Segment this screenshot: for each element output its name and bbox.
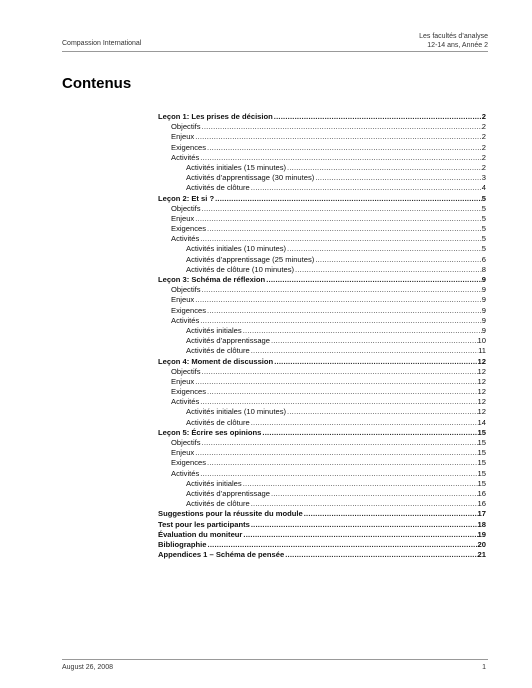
toc-entry-heading[interactable]: [158, 112, 486, 122]
toc-entry-page-number: 15: [477, 438, 486, 447]
toc-entry-section[interactable]: [158, 397, 486, 407]
toc-entry-label: Activités d’apprentissage: [186, 336, 270, 346]
toc-entry-label: Activités initiales (15 minutes): [186, 162, 287, 172]
toc-entry-label: Test pour les participants: [158, 519, 250, 529]
toc-entry-page-number: 5: [481, 203, 486, 213]
toc-entry-label: Activités initiales: [186, 325, 242, 335]
toc-dot-leader: [194, 214, 482, 224]
toc-dot-leader: [286, 407, 478, 417]
table-of-contents: [158, 112, 486, 560]
toc-entry-section[interactable]: [158, 295, 486, 305]
toc-entry-label: Enjeux: [171, 295, 195, 305]
toc-entry-page-number: 9: [481, 295, 486, 305]
toc-dot-leader: [194, 132, 482, 142]
toc-entry-page-number: 9: [481, 275, 486, 284]
toc-dot-leader: [199, 234, 481, 244]
toc-dot-leader: [286, 163, 482, 173]
toc-entry-section[interactable]: [158, 438, 486, 448]
toc-dot-leader: [250, 499, 478, 509]
toc-dot-leader: [199, 397, 477, 407]
toc-entry-label: Objectifs: [171, 366, 201, 376]
toc-dot-leader: [194, 295, 482, 305]
toc-entry-page-number: 12: [477, 407, 486, 417]
toc-entry-subsection[interactable]: [158, 173, 486, 183]
toc-entry-label: Activités de clôture (10 minutes): [186, 264, 295, 274]
toc-entry-page-number: 2: [481, 142, 486, 152]
toc-entry-subsection[interactable]: [158, 407, 486, 417]
toc-entry-section[interactable]: [158, 377, 486, 387]
toc-entry-subsection[interactable]: [158, 499, 486, 509]
toc-entry-label: Activités: [171, 315, 200, 325]
toc-entry-heading[interactable]: [158, 275, 486, 285]
toc-dot-leader: [303, 509, 478, 519]
toc-dot-leader: [194, 377, 477, 387]
toc-entry-page-number: 20: [477, 539, 486, 549]
toc-entry-subsection[interactable]: [158, 336, 486, 346]
toc-dot-leader: [284, 550, 477, 560]
toc-dot-leader: [242, 479, 478, 489]
toc-entry-page-number: 18: [477, 519, 486, 529]
toc-entry-page-number: 5: [481, 244, 486, 254]
toc-dot-leader: [294, 265, 482, 275]
toc-entry-label: Activités: [171, 468, 200, 478]
toc-entry-section[interactable]: [158, 306, 486, 316]
toc-entry-page-number: 12: [477, 366, 486, 376]
toc-entry-subsection[interactable]: [158, 418, 486, 428]
toc-entry-page-number: 5: [481, 224, 486, 234]
toc-entry-label: Activités de clôture: [186, 417, 250, 427]
toc-entry-page-number: 2: [481, 162, 486, 172]
toc-entry-heading[interactable]: [158, 509, 486, 519]
toc-entry-subsection[interactable]: [158, 255, 486, 265]
toc-entry-label: Exigences: [171, 387, 207, 397]
toc-entry-section[interactable]: [158, 448, 486, 458]
toc-entry-label: Activités initiales: [186, 478, 242, 488]
toc-dot-leader: [250, 346, 478, 356]
toc-entry-page-number: 15: [477, 458, 486, 468]
toc-entry-section[interactable]: [158, 458, 486, 468]
toc-entry-label: Objectifs: [171, 122, 201, 132]
toc-dot-leader: [242, 530, 477, 540]
toc-entry-section[interactable]: [158, 234, 486, 244]
toc-entry-section[interactable]: [158, 132, 486, 142]
toc-entry-subsection[interactable]: [158, 265, 486, 275]
toc-entry-section[interactable]: [158, 316, 486, 326]
toc-dot-leader: [201, 438, 478, 448]
footer-page-number: 1: [482, 664, 486, 671]
toc-dot-leader: [201, 204, 482, 214]
toc-entry-heading[interactable]: [158, 357, 486, 367]
toc-entry-heading[interactable]: [158, 530, 486, 540]
toc-dot-leader: [270, 489, 478, 499]
toc-entry-label: Leçon 2: Et si ?: [158, 193, 215, 203]
toc-entry-label: Leçon 3: Schéma de réflexion: [158, 275, 266, 284]
toc-entry-page-number: 15: [477, 468, 486, 478]
footer-date: August 26, 2008: [62, 664, 113, 671]
toc-entry-label: Activités: [171, 234, 200, 244]
toc-entry-section[interactable]: [158, 143, 486, 153]
toc-entry-label: Activités d’apprentissage (30 minutes): [186, 173, 315, 183]
toc-dot-leader: [199, 469, 477, 479]
toc-dot-leader: [250, 418, 478, 428]
toc-entry-section[interactable]: [158, 122, 486, 132]
toc-dot-leader: [314, 255, 481, 265]
toc-entry-label: Objectifs: [171, 203, 201, 213]
toc-dot-leader: [201, 285, 482, 295]
toc-entry-section[interactable]: [158, 224, 486, 234]
toc-entry-page-number: 16: [477, 488, 486, 498]
toc-entry-subsection[interactable]: [158, 244, 486, 254]
toc-entry-page-number: 10: [477, 336, 486, 346]
toc-entry-section[interactable]: [158, 387, 486, 397]
toc-entry-label: Exigences: [171, 142, 207, 152]
toc-dot-leader: [201, 367, 478, 377]
toc-dot-leader: [206, 224, 482, 234]
toc-entry-page-number: 17: [477, 509, 486, 519]
toc-entry-label: Enjeux: [171, 376, 195, 386]
toc-entry-section[interactable]: [158, 153, 486, 163]
toc-entry-label: Objectifs: [171, 285, 201, 295]
toc-entry-page-number: 5: [481, 234, 486, 244]
toc-entry-label: Exigences: [171, 224, 207, 234]
toc-entry-page-number: 9: [481, 305, 486, 315]
footer-divider: [62, 659, 488, 660]
toc-dot-leader: [261, 428, 477, 438]
toc-entry-label: Appendices 1 – Schéma de pensée: [158, 550, 285, 560]
toc-entry-page-number: 6: [481, 254, 486, 264]
toc-entry-label: Activités de clôture: [186, 499, 250, 509]
toc-dot-leader: [206, 306, 482, 316]
page-title: Contenus: [62, 75, 132, 92]
toc-entry-label: Activités de clôture: [186, 346, 250, 356]
toc-entry-page-number: 3: [481, 173, 486, 183]
toc-entry-heading[interactable]: [158, 520, 486, 530]
toc-entry-label: Activités d’apprentissage: [186, 488, 270, 498]
toc-entry-label: Activités d’apprentissage (25 minutes): [186, 254, 315, 264]
toc-entry-page-number: 11: [478, 346, 486, 356]
toc-entry-page-number: 12: [477, 387, 486, 397]
toc-entry-page-number: 15: [477, 478, 486, 488]
toc-entry-label: Leçon 4: Moment de discussion: [158, 356, 274, 366]
toc-entry-label: Exigences: [171, 305, 207, 315]
toc-entry-label: Évaluation du moniteur: [158, 529, 243, 539]
toc-entry-page-number: 19: [477, 529, 486, 539]
toc-entry-subsection[interactable]: [158, 479, 486, 489]
toc-entry-label: Enjeux: [171, 132, 195, 142]
toc-dot-leader: [265, 275, 482, 285]
toc-entry-page-number: 12: [477, 376, 486, 386]
toc-entry-heading[interactable]: [158, 194, 486, 204]
toc-entry-subsection[interactable]: [158, 326, 486, 336]
header-module-title: Les facultés d’analyse: [419, 33, 488, 40]
toc-entry-subsection[interactable]: [158, 489, 486, 499]
header-age-year: 12-14 ans, Année 2: [427, 42, 488, 49]
toc-entry-label: Bibliographie: [158, 539, 207, 549]
toc-entry-section[interactable]: [158, 204, 486, 214]
toc-entry-heading[interactable]: [158, 428, 486, 438]
toc-entry-label: Leçon 1: Les prises de décision: [158, 112, 273, 121]
toc-dot-leader: [270, 336, 478, 346]
toc-entry-heading[interactable]: [158, 540, 486, 550]
toc-entry-page-number: 16: [477, 499, 486, 509]
toc-entry-page-number: 2: [481, 152, 486, 162]
toc-entry-section[interactable]: [158, 285, 486, 295]
toc-entry-page-number: 9: [481, 315, 486, 325]
toc-dot-leader: [194, 448, 477, 458]
toc-dot-leader: [199, 316, 481, 326]
toc-dot-leader: [286, 244, 482, 254]
toc-entry-label: Activités de clôture: [186, 183, 250, 193]
toc-entry-label: Exigences: [171, 458, 207, 468]
toc-entry-label: Activités: [171, 397, 200, 407]
toc-entry-label: Enjeux: [171, 213, 195, 223]
toc-entry-label: Objectifs: [171, 438, 201, 447]
toc-entry-page-number: 5: [481, 213, 486, 223]
toc-entry-page-number: 15: [477, 448, 486, 458]
toc-dot-leader: [250, 520, 478, 530]
toc-dot-leader: [273, 112, 482, 122]
toc-entry-label: Activités initiales (10 minutes): [186, 407, 287, 417]
toc-entry-label: Activités initiales (10 minutes): [186, 244, 287, 254]
toc-entry-page-number: 21: [477, 550, 486, 560]
toc-dot-leader: [314, 173, 481, 183]
toc-entry-page-number: 2: [481, 132, 486, 142]
toc-dot-leader: [206, 143, 482, 153]
toc-dot-leader: [214, 194, 482, 204]
toc-dot-leader: [273, 357, 477, 367]
toc-entry-page-number: 8: [481, 264, 486, 274]
header-divider: [62, 51, 488, 52]
toc-dot-leader: [207, 540, 478, 550]
toc-entry-label: Leçon 5: Écrire ses opinions: [158, 427, 262, 437]
toc-dot-leader: [201, 122, 482, 132]
toc-dot-leader: [206, 458, 478, 468]
toc-dot-leader: [206, 387, 478, 397]
page-header-right: [419, 32, 488, 50]
toc-entry-page-number: 14: [477, 417, 486, 427]
toc-entry-page-number: 12: [477, 397, 486, 407]
toc-entry-subsection[interactable]: [158, 346, 486, 356]
toc-dot-leader: [250, 183, 482, 193]
toc-entry-heading[interactable]: [158, 550, 486, 560]
toc-entry-page-number: 9: [481, 325, 486, 335]
toc-entry-section[interactable]: [158, 214, 486, 224]
toc-entry-label: Suggestions pour la réussite du module: [158, 509, 303, 519]
toc-entry-label: Enjeux: [171, 448, 195, 458]
toc-entry-page-number: 5: [481, 193, 486, 203]
toc-entry-page-number: 9: [481, 285, 486, 295]
toc-entry-page-number: 4: [481, 183, 486, 193]
toc-entry-page-number: 2: [481, 122, 486, 132]
toc-entry-subsection[interactable]: [158, 183, 486, 193]
toc-dot-leader: [199, 153, 481, 163]
toc-entry-label: Activités: [171, 152, 200, 162]
toc-entry-subsection[interactable]: [158, 163, 486, 173]
toc-entry-page-number: 2: [481, 112, 486, 121]
toc-entry-page-number: 15: [477, 427, 486, 437]
toc-entry-page-number: 12: [477, 356, 486, 366]
toc-entry-section[interactable]: [158, 469, 486, 479]
toc-dot-leader: [242, 326, 482, 336]
toc-entry-section[interactable]: [158, 367, 486, 377]
page-header-left: Compassion International: [62, 40, 142, 47]
